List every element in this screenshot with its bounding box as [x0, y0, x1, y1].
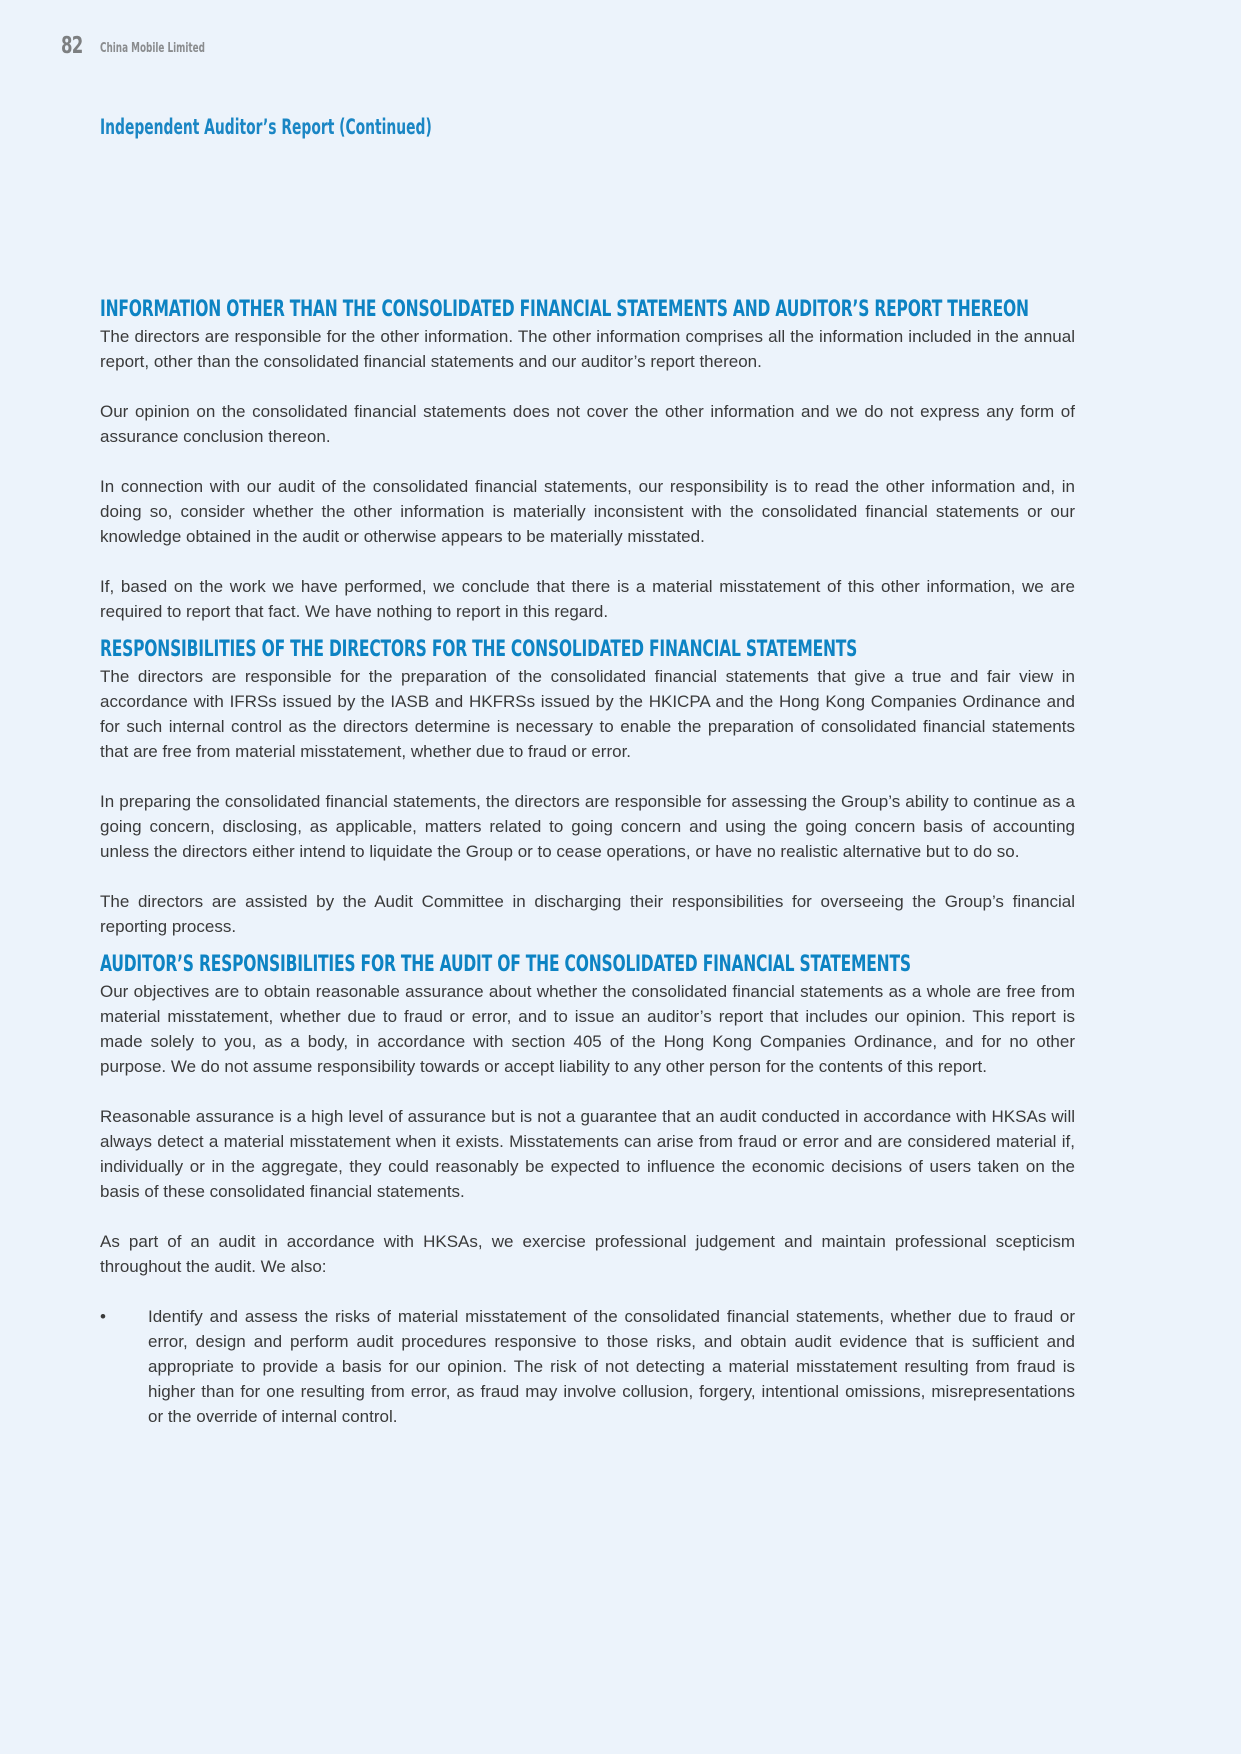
- section-directors-responsibilities: [100, 634, 1075, 939]
- paragraph: If, based on the work we have performed, we conclude that there is a material misstatement of this other information, we are required to report that fact. We have nothing to report in this regard.: [100, 577, 1075, 621]
- paragraph: The directors are responsible for the other information. The other information comprises all the information included in the annual report, other than the consolidated financial statements and our auditor’s report thereon.: [100, 327, 1075, 371]
- paragraph: The directors are responsible for the preparation of the consolidated financial statements that give a true and fair view in accordance with IFRSs issued by the IASB and HKFRSs issued by the HKICPA and the Hong Kong Companies Ordinance and for such internal control as the directors determine is necessary to enable the preparation of consolidated financial statements that are free from material misstatement, whether due to fraud or error.: [100, 667, 1075, 761]
- document-body: [100, 294, 1075, 1429]
- section-heading: RESPONSIBILITIES OF THE DIRECTORS FOR THE CONSOLIDATED FINANCIAL STATEMENTS: [100, 636, 858, 662]
- paragraph: The directors are assisted by the Audit Committee in discharging their responsibilities for overseeing the Group’s financial reporting process.: [100, 892, 1075, 936]
- bullet-item: [100, 1304, 1075, 1429]
- bullet-text: Identify and assess the risks of material misstatement of the consolidated financial statements, whether due to fraud or error, design and perform audit procedures responsive to those risks, and obtain audit evidence that is sufficient and appropriate to provide a basis for our opinion. The risk of not detecting a material misstatement resulting from fraud is higher than for one resulting from error, as fraud may involve collusion, forgery, intentional omissions, misrepresentations or the override of internal control.: [148, 1307, 1075, 1426]
- paragraph: As part of an audit in accordance with HKSAs, we exercise professional judgement and maintain professional scepticism throughout the audit. We also:: [100, 1232, 1075, 1276]
- bullet-icon: •: [100, 1307, 106, 1326]
- paragraph: In preparing the consolidated financial statements, the directors are responsible for assessing the Group’s ability to continue as a going concern, disclosing, as applicable, matters related to going concern and using the going concern basis of accounting unless the directors either intend to liquidate the Group or to cease operations, or have no realistic alternative but to do so.: [100, 792, 1075, 861]
- section-auditor-responsibilities: [100, 949, 1075, 1429]
- paragraph: Our opinion on the consolidated financial statements does not cover the other information and we do not express any form of assurance conclusion thereon.: [100, 402, 1075, 446]
- paragraph: In connection with our audit of the consolidated financial statements, our responsibility is to read the other information and, in doing so, consider whether the other information is materially inconsistent with the consolidated financial statements or our knowledge obtained in the audit or otherwise appears to be materially misstated.: [100, 477, 1075, 546]
- report-title: Independent Auditor’s Report (Continued): [100, 115, 432, 139]
- section-other-information: [100, 294, 1075, 624]
- company-name: China Mobile Limited: [100, 41, 205, 56]
- paragraph: Our objectives are to obtain reasonable assurance about whether the consolidated financial statements as a whole are free from material misstatement, whether due to fraud or error, and to issue an auditor’s report that includes our opinion. This report is made solely to you, as a body, in accordance with section 405 of the Hong Kong Companies Ordinance, and for no other purpose. We do not assume responsibility towards or accept liability to any other person for the contents of this report.: [100, 982, 1075, 1076]
- paragraph: Reasonable assurance is a high level of assurance but is not a guarantee that an audit conducted in accordance with HKSAs will always detect a material misstatement when it exists. Misstatements can arise from fraud or error and are considered material if, individually or in the aggregate, they could reasonably be expected to influence the economic decisions of users taken on the basis of these consolidated financial statements.: [100, 1107, 1075, 1201]
- section-heading: INFORMATION OTHER THAN THE CONSOLIDATED FINANCIAL STATEMENTS AND AUDITOR’S REPORT THEREON: [100, 296, 1029, 322]
- section-heading: AUDITOR’S RESPONSIBILITIES FOR THE AUDIT OF THE CONSOLIDATED FINANCIAL STATEMENTS: [100, 951, 911, 977]
- page-number: 82: [61, 33, 83, 59]
